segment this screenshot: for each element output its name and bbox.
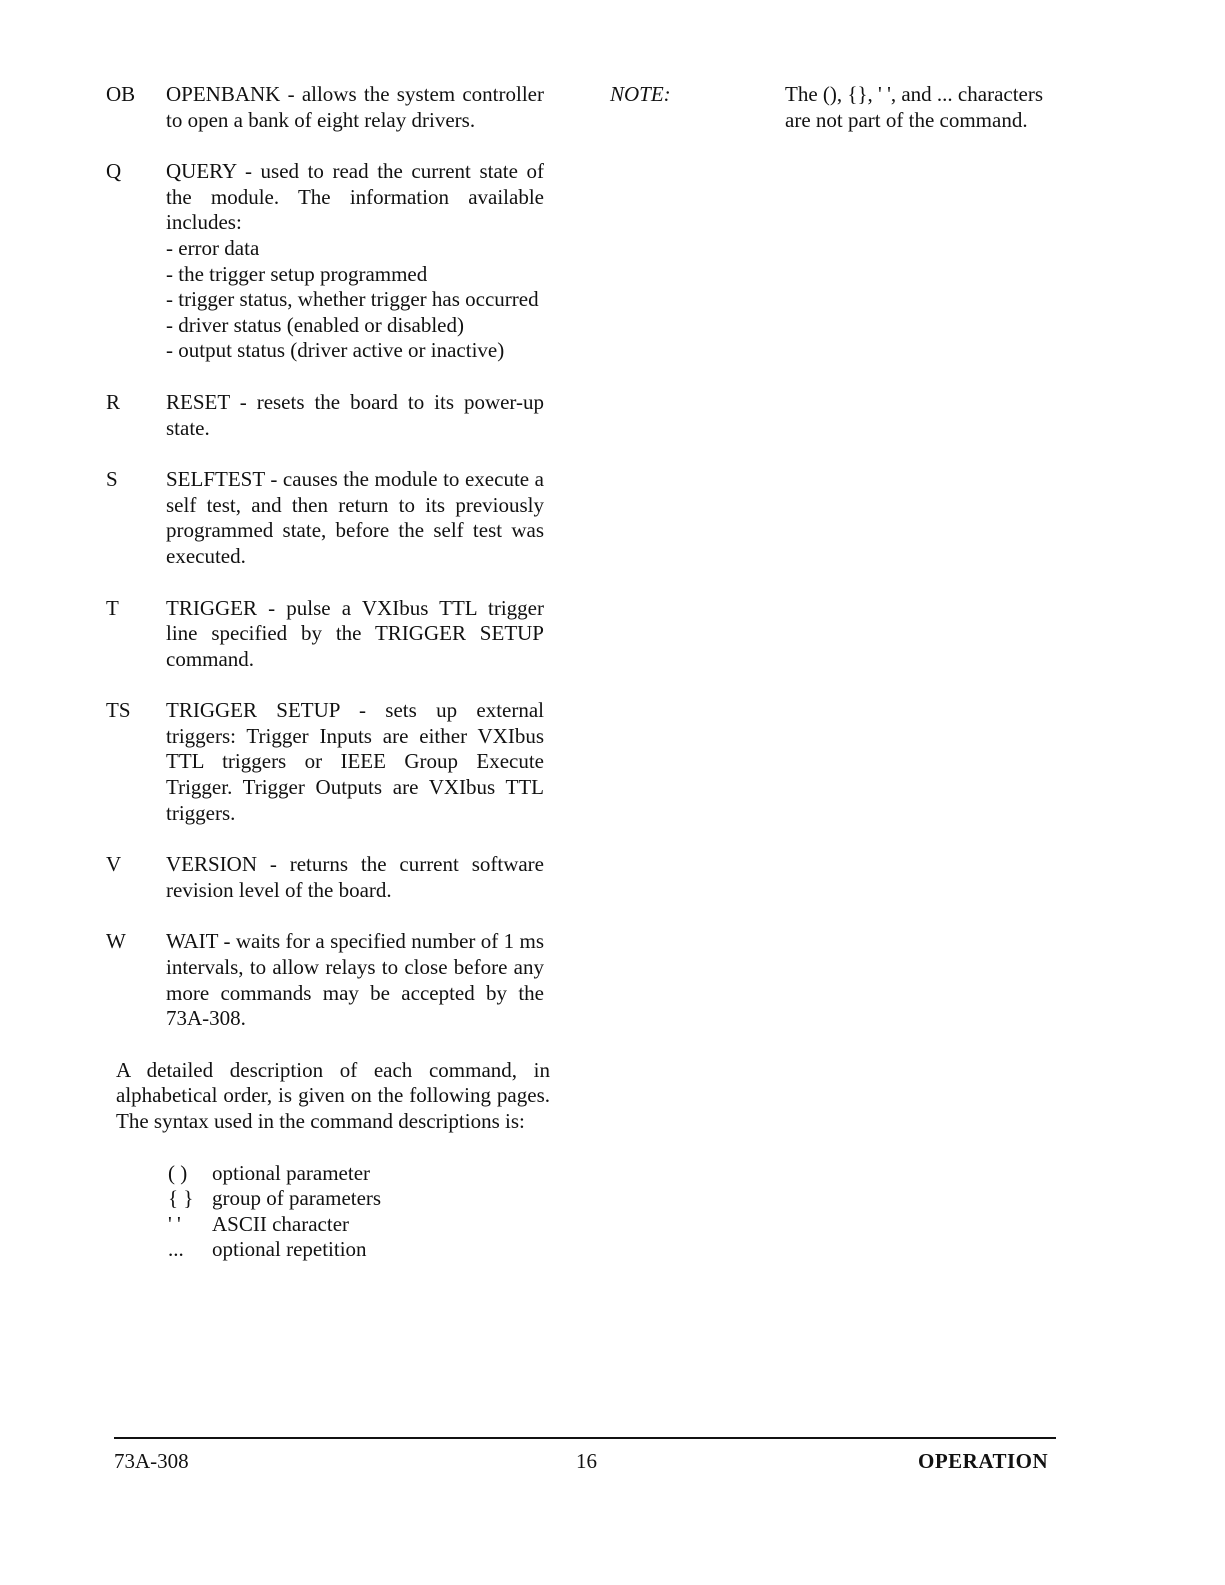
command-description <box>166 929 544 1031</box>
command-text: SELFTEST - causes the module to execute a self test, and then return to its previously programmed state, before the self test was executed. <box>166 467 544 568</box>
command-entry <box>106 159 550 364</box>
command-description <box>166 698 544 826</box>
command-entry <box>106 929 550 1031</box>
command-description <box>166 159 544 364</box>
note-label: NOTE: <box>610 82 671 106</box>
command-code: OB <box>106 82 136 106</box>
footer-section-title: OPERATION <box>918 1449 1049 1473</box>
command-entry <box>106 82 550 133</box>
syntax-item <box>168 1212 550 1238</box>
list-item: - error data <box>166 235 260 260</box>
footer-model-number: 73A-308 <box>114 1449 189 1473</box>
syntax-meaning: optional parameter <box>212 1160 371 1185</box>
command-text: TRIGGER - pulse a VXIbus TTL trigger line specified by the TRIGGER SETUP command. <box>166 595 544 671</box>
list-item: - driver status (enabled or disabled) <box>166 312 464 337</box>
syntax-meaning: optional repetition <box>212 1237 367 1262</box>
command-text: VERSION - returns the current software revision level of the board. <box>166 852 544 902</box>
command-entry <box>106 467 550 569</box>
syntax-item <box>168 1161 550 1187</box>
command-code: W <box>106 929 126 954</box>
page-number: 16 <box>576 1449 597 1473</box>
command-code: S <box>106 467 118 492</box>
query-info-list <box>166 236 544 364</box>
syntax-item <box>168 1237 550 1263</box>
command-text: WAIT - waits for a specified number of 1 ms intervals, to allow relays to close before any more commands may be accepted by the 73A-308. <box>166 929 544 1031</box>
syntax-meaning: group of parameters <box>212 1186 382 1211</box>
command-code: R <box>106 389 121 414</box>
command-description <box>166 82 544 133</box>
command-entry <box>106 390 550 441</box>
list-item: - trigger status, whether trigger has occurred <box>166 287 539 312</box>
command-list <box>106 82 550 1263</box>
command-code: V <box>106 852 122 877</box>
command-text: RESET - resets the board to its power-up state. <box>166 389 544 440</box>
command-description <box>166 596 544 673</box>
syntax-meaning: ASCII character <box>212 1211 350 1236</box>
command-code: Q <box>106 159 122 184</box>
syntax-legend <box>168 1161 550 1263</box>
command-code: T <box>106 595 119 620</box>
command-entry <box>106 698 550 826</box>
command-description <box>166 852 544 903</box>
syntax-symbol: ' ' <box>168 1211 181 1236</box>
command-code: TS <box>106 698 131 723</box>
note-text: The (), {}, ' ', and ... characters are not part of the command. <box>785 82 1044 132</box>
list-item: - output status (driver active or inactive) <box>166 338 505 363</box>
command-entry <box>106 596 550 673</box>
command-text: OPENBANK - allows the system controller to open a bank of eight relay drivers. <box>166 82 544 132</box>
description-paragraph: A detailed description of each command, in alphabetical order, is given on the following pages. The syntax used in the command descriptions is: <box>116 1057 550 1133</box>
command-text: TRIGGER SETUP - sets up external triggers: Trigger Inputs are either VXIbus TTL triggers or IEEE Group Execute Trigger. Trigger Outputs are VXIbus TTL triggers. <box>166 698 544 825</box>
syntax-item <box>168 1186 550 1212</box>
command-text: QUERY - used to read the current state of the module. The information available includes: <box>166 159 544 235</box>
syntax-symbol: { } <box>168 1186 194 1211</box>
command-description <box>166 390 544 441</box>
syntax-symbol: ( ) <box>168 1160 188 1185</box>
command-description <box>166 467 544 569</box>
syntax-symbol: ... <box>168 1237 184 1262</box>
list-item: - the trigger setup programmed <box>166 261 428 286</box>
command-entry <box>106 852 550 903</box>
footer-rule <box>114 1437 1056 1439</box>
